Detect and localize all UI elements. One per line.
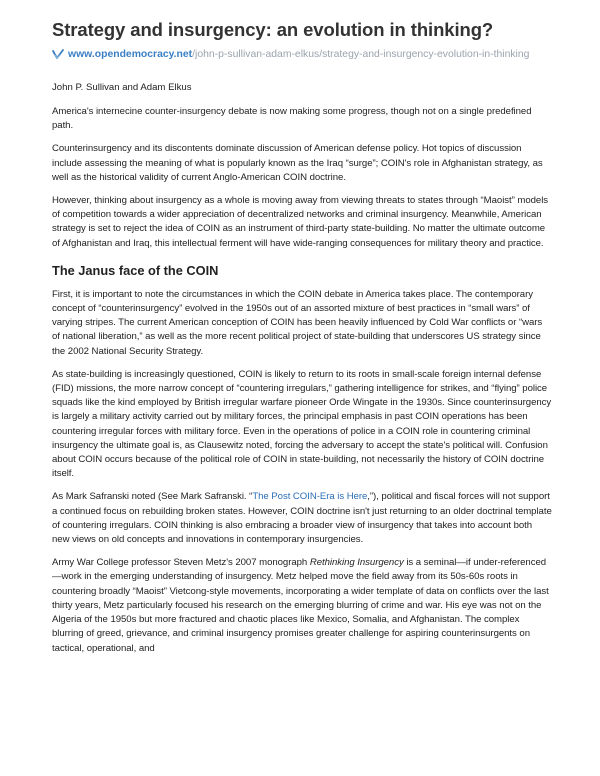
paragraph: Counterinsurgency and its discontents dominate discussion of American defense policy. Hot topics of discussion include assessing the meaning of what is popularly known as the Iraq “surge”; COIN's role in Afghanistan strategy, as well as the historical validity of current Anglo-American COIN doctrine.	[52, 143, 543, 183]
paragraph: As state-building is increasingly questioned, COIN is likely to return to its roots in small-scale foreign internal defense (FID) missions, the more narrow concept of “countering irregulars,” gathering intelligence for strikes, and “flying” police squads like the kind employed by British irregular warfare pioneer Orde Wingate in the 1930s. Since counterinsurgency is largely a military activity carried out by military forces, the principal emphasis in past COIN operations has been countering irregular forces with military force. Even in the operations of police in a COIN role in countering criminal insurgency the ultimate goal is, as Clausewitz noted, forcing the adversary to accept the state's political will. Confusion about COIN occurs because of the political role of COIN in state-building, not necessarily the history of COIN doctrine itself.	[52, 368, 552, 480]
text-segment: ,”), political and fiscal forces will not support a continued focus on rebuilding broken states. However, COIN doctrine isn't just returning to an older doctrinal template of countering irregulars. COIN thinking is also embracing a broader view of insurgency that takes into account both new views on old concepts and innovations in contemporary insurgencies.	[52, 491, 552, 546]
section-heading: The Janus face of the COIN	[52, 262, 219, 278]
book-title: Rethinking Insurgency	[309, 557, 404, 569]
source-url[interactable]	[52, 48, 552, 62]
paragraph-safranski	[52, 490, 552, 547]
paragraph-metz	[52, 556, 552, 655]
text-segment: As Mark Safranski noted (See Mark Safranski. “	[52, 491, 253, 503]
paragraph: First, it is important to note the circumstances in which the COIN debate in America takes place. The contemporary concept of “counterinsurgency” evolved in the 1950s out of an assorted mixture of best practices in “small wars” of varying stripes. The current American conception of COIN has been heavily influenced by Cold War conflicts or “wars of national liberation,” as well as the more recent political project of state-building that underscores US strategy since the 2002 National Security Strategy.	[52, 288, 543, 357]
page-title: Strategy and insurgency: an evolution in thinking?	[52, 19, 494, 40]
text-segment: is a seminal—if under-referenced—work in the emerging understanding of insurgency. Metz helped move the field away from its 50s-60s roots in countering broadly “Maoist” Vietcong-style movements, incorporating a wider template of data on conflicts over the last thirty years, Metz particularly focused his research on the emerging blurring of crime and war. His eye was not on the Algeria of the 1950s but more fractured and chaotic places like Mexico, Somalia, and Afghanistan. The complex blurring of greed, grievance, and criminal insurgency promises greater challenge for aspiring counterinsurgents on tactical, operational, and	[52, 557, 549, 654]
paragraph: However, thinking about insurgency as a whole is moving away from viewing threats to states through “Maoist” models of competition towards a wider appreciation of decentralized networks and criminal insurgency. Meanwhile, American strategy is set to reject the idea of COIN as an instrument of third-party state-building. No matter the ultimate outcome of Afghanistan and Iraq, this intellectual ferment will have wide-ranging consequences for military theory and practice.	[52, 195, 549, 249]
source-path[interactable]: /john-p-sullivan-adam-elkus/strategy-and-insurgency-evolution-in-thinking	[192, 49, 530, 60]
byline: John P. Sullivan and Adam Elkus	[52, 82, 192, 93]
post-coin-era-link[interactable]: The Post COIN-Era is Here	[252, 491, 368, 503]
article	[52, 18, 552, 656]
bookmark-arrow-icon	[52, 49, 64, 61]
paragraph: America's internecine counter-insurgency debate is now making some progress, though not on a single predefined path.	[52, 106, 532, 132]
source-domain[interactable]: www.opendemocracy.net	[68, 49, 193, 60]
text-segment: Army War College professor Steven Metz's 2007 monograph	[52, 557, 310, 569]
